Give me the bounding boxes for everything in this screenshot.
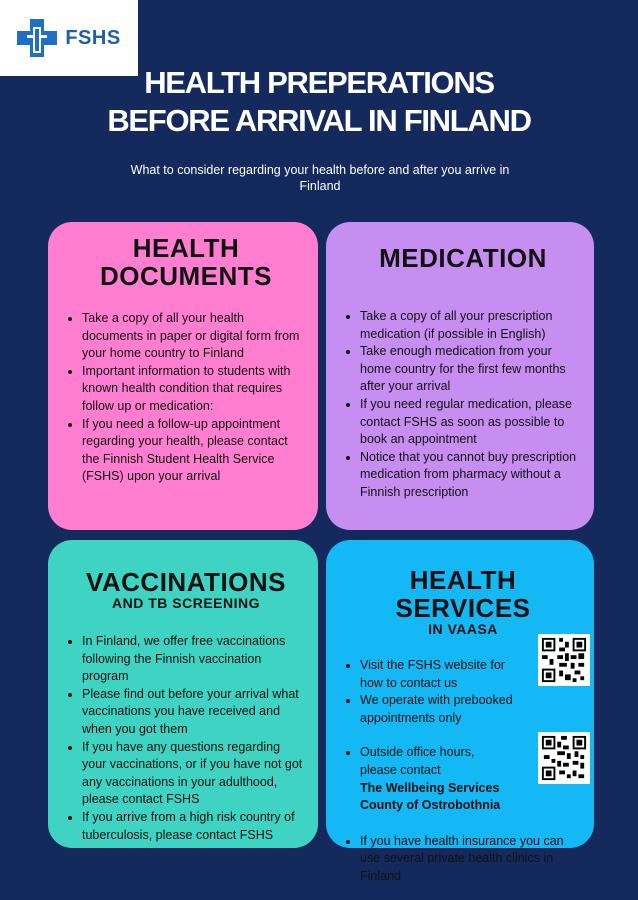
medication-list bbox=[346, 308, 580, 502]
list-item: • If you need a follow-up appointment regarding your health, please contact the Finnish Student Health Service (FSHS) upon your arrival bbox=[82, 416, 304, 486]
medication-title: MEDICATION bbox=[379, 243, 547, 273]
wellbeing-services-name: The Wellbeing Services County of Ostrobothnia bbox=[360, 780, 501, 813]
list-item: • Visit the FSHS website for how to contact us bbox=[360, 657, 518, 692]
wellbeing-services-qr-code-icon[interactable] bbox=[538, 732, 590, 784]
list-item: • Please find out before your arrival what vaccinations you have received and when you got them bbox=[82, 686, 304, 739]
list-item bbox=[360, 744, 510, 814]
list-item: • We operate with prebooked appointments only bbox=[360, 692, 518, 727]
vaccinations-title: VACCINATIONS bbox=[85, 567, 287, 597]
health-services-card bbox=[326, 540, 594, 883]
health-services-title: HEALTH SERVICES bbox=[395, 565, 531, 623]
page-title bbox=[0, 64, 638, 140]
health-documents-title-line-2: DOCUMENTS bbox=[99, 261, 273, 291]
logo-text: FSHS bbox=[65, 26, 121, 49]
list-item: • If you need regular medication, please contact FSHS as soon as possible to book an appointment bbox=[360, 396, 580, 449]
list-item: • If you have health insurance you can use several private health clinics in Finland bbox=[360, 833, 580, 886]
fshs-website-qr-code-icon[interactable] bbox=[538, 634, 590, 686]
health-documents-title-line-1: HEALTH bbox=[132, 233, 240, 263]
health-documents-title bbox=[68, 234, 304, 290]
health-services-list-3 bbox=[346, 833, 580, 886]
list-item: • Take enough medication from your home country for the first few months after your arrival bbox=[360, 343, 580, 396]
page-subtitle: What to consider regarding your health before and after you arrive in Finland bbox=[130, 163, 510, 193]
list-item: • If you arrive from a high risk country of tuberculosis, please contact FSHS bbox=[82, 809, 304, 844]
health-services-subtitle: IN VAASA bbox=[428, 621, 498, 637]
health-documents-list bbox=[68, 310, 304, 486]
vaccinations-card bbox=[48, 540, 318, 848]
health-documents-card bbox=[48, 222, 318, 530]
list-item: • Important information to students with known health condition that requires follow up or medication: bbox=[82, 363, 304, 416]
vaccinations-subtitle: AND TB SCREENING bbox=[111, 595, 260, 611]
vaccinations-list bbox=[68, 633, 304, 844]
list-item: • If you have any questions regarding your vaccinations, or if you have not got any vaccinations in your adulthood, please contact FSHS bbox=[82, 739, 304, 809]
list-item: • Take a copy of all your health documents in paper or digital form from your home country to Finland bbox=[82, 310, 304, 363]
list-item: • Take a copy of all your prescription medication (if possible in English) bbox=[360, 308, 580, 343]
medication-card bbox=[326, 222, 594, 530]
title-line-1: HEALTH PREPERATIONS bbox=[144, 65, 494, 100]
list-item: • In Finland, we offer free vaccinations following the Finnish vaccination program bbox=[82, 633, 304, 686]
title-line-2: BEFORE ARRIVAL IN FINLAND bbox=[107, 103, 531, 138]
list-item: • Notice that you cannot buy prescription medication from pharmacy without a Finnish prescription bbox=[360, 449, 580, 502]
outside-hours-text: Outside office hours, please contact bbox=[360, 745, 475, 777]
cross-logo-icon bbox=[17, 19, 57, 57]
